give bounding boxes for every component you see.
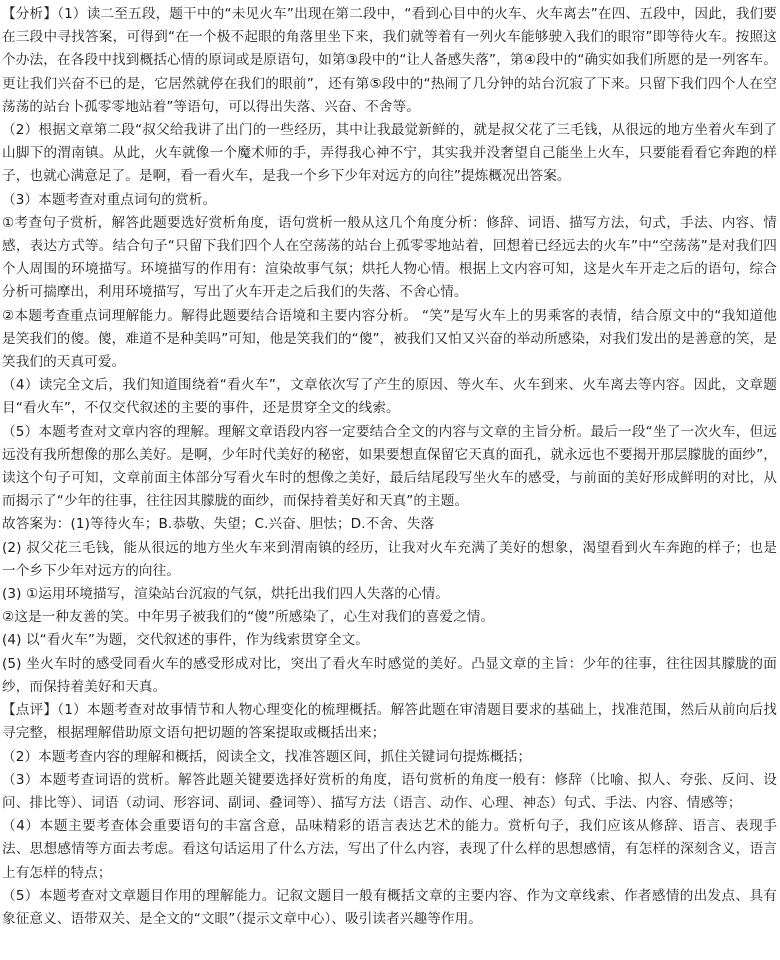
comment-paragraph-2: （2）本题考查内容的理解和概括，阅读全文，找准答题区间，抓住关键词句提炼概括； (2, 748, 532, 765)
analysis-paragraph-4: ①考查句子赏析，解答此题要选好赏析角度，语句赏析一般从这几个角度分析：修辞、词语、描写方法，句式，手法、内容、情感，表达方式等。结合句子“只留下我们四个人在空荡荡的站台上孤零零地站着，回想着已经远去的火车”中“空荡荡”是对我们四个人周围的环境描写。环境描写的作用有：渲染故事气氛；烘托人物心情。根据上文内容可知，这是火车开走之后的语句，综合分析可揣摩出，利用环境描写，写出了火车开走之后我们的失落、不舍心情。 (2, 214, 777, 301)
answer-line-6: (5) 坐火车时的感受同看火车的感受形成对比，突出了看火车时感觉的美好。凸显文章的主旨：少年的往事，往往因其朦胧的面纱，而保持着美好和天真。 (2, 655, 777, 695)
analysis-section (2, 3, 777, 513)
comment-section (2, 699, 777, 931)
comment-paragraph-4: （4）本题主要考查体会重要语句的丰富含意，品味精彩的语言表达艺术的能力。赏析句子，我们应该从修辞、语言、表现手法、思想感情等方面去考虑。看这句话运用了什么方法，写出了什么内容，表现了什么样的思想感情，有怎样的深刻含义，语言上有怎样的特点； (2, 818, 777, 881)
comment-paragraph-3: （3）本题考查词语的赏析。解答此题关键要选择好赏析的角度，语句赏析的角度一般有：修辞（比喻、拟人、夸张、反问、设问、排比等）、词语（动词、形容词、副词、叠词等）、描写方法（语言、动作、心理、神态）句式、手法、内容、情感等； (2, 771, 777, 811)
comment-paragraph-5: （5）本题考查对文章题目作用的理解能力。记叙文题目一般有概括文章的主要内容、作为文章线索、作者感情的出发点、具有象征意义、语带双关、是全文的“文眼”（提示文章中心）、吸引读者兴趣等作用。 (2, 887, 777, 927)
answer-line-3: (3) ①运用环境描写，渲染站台沉寂的气氛，烘托出我们四人失落的心情。 (2, 586, 450, 603)
answer-line-5: (4) 以“看火车”为题，交代叙述的事件，作为线索贯穿全文。 (2, 632, 369, 649)
analysis-paragraph-5: ②本题考查重点词理解能力。解得此题要结合语境和主要内容分析。 “笑”是写火车上的男乘客的表情，结合原文中的“我知道他是笑我们的傻。傻，难道不是种美吗”可知，他是笑我们的“傻”，被我们又怕又兴奋的举动所感染，对我们发出的是善意的笑，是笑我们的天真可爱。 (2, 307, 777, 371)
answer-line-4: ②这是一种友善的笑。中年男子被我们的“傻”所感染了，心生对我们的喜爱之情。 (2, 609, 495, 626)
answer-section (2, 513, 777, 699)
analysis-paragraph-3: （3）本题考查对重点词句的赏析。 (2, 191, 217, 208)
answer-line-2: (2) 叔父花三毛钱，能从很远的地方坐火车来到渭南镇的经历，让我对火车充满了美好的想象，渴望看到火车奔跑的样子；也是一个乡下少年对远方的向往。 (2, 539, 777, 579)
analysis-paragraph-2: （2）根据文章第二段“叔父给我讲了出门的一些经历，其中让我最觉新鲜的，就是叔父花了三毛钱，从很远的地方坐着火车到了山脚下的渭南镇。从此，火车就像一个魔术师的手，弄得我心神不宁，其实我并没奢望自己能坐上火车，只要能看看它奔跑的样子，也就心满意足了。是啊，看一看火车，是我一个乡下少年对远方的向往”提炼概况出答案。 (2, 122, 777, 185)
analysis-paragraph-7: （5）本题考查对文章内容的理解。理解文章语段内容一定要结合全文的内容与文章的主旨分析。最后一段“坐了一次火车，但远远没有我所想像的那么美好。是啊，少年时代美好的秘密，如果要想直保留它天真的面孔，就永远也不要揭开那层朦胧的面纱”，读这个句子可知，文章前面主体部分写看火车时的想像之美好，最后结尾段写坐火车的感受，与前面的美好形成鲜明的对比，从而揭示了“少年的往事，往往因其朦胧的面纱，而保持着美好和天真”的主题。 (2, 423, 777, 510)
analysis-paragraph-1: 【分析】（1）读二至五段，题干中的“未见火车”出现在第二段中，“看到心目中的火车、火车离去”在四、五段中，因此，我们要在三段中寻找答案，可得到“在一个极不起眼的角落里坐下来，我们就等着有一列火车能够驶入我们的眼帘”即等待火车。按照这个办法，在各段中找到概括心情的原词或是原语句，如第③段中的“让人备感失落”，第④段中的“确实如我们所愿的是一列客车。更让我们兴奋不已的是，它居然就停在我们的眼前”，还有第⑤段中的“热闹了几分钟的站台沉寂了下来。只留下我们四个人在空荡荡的站台卜孤零零地站着”等语句，可以得出失落、兴奋、不舍等。 (2, 6, 777, 115)
analysis-paragraph-6: （4）读完全文后，我们知道围绕着“看火车”，文章依次写了产生的原因、等火车、火车到来、火车离去等内容。因此，文章题目“看火车”，不仅交代叙述的主要的事件，还是贯穿全文的线索。 (2, 377, 777, 417)
answer-line-1: 故答案为：(1)等待火车；B.恭敬、失望；C.兴奋、胆怯；D.不舍、失落 (2, 516, 435, 533)
comment-paragraph-1: 【点评】（1）本题考查对故事情节和人物心理变化的梳理概括。解答此题在审清题目要求的基础上，找准范围，然后从前向后找寻完整，根据理解借助原文语句把切题的答案提取或概括出来； (2, 702, 777, 742)
answer-analysis-document (2, 3, 777, 931)
